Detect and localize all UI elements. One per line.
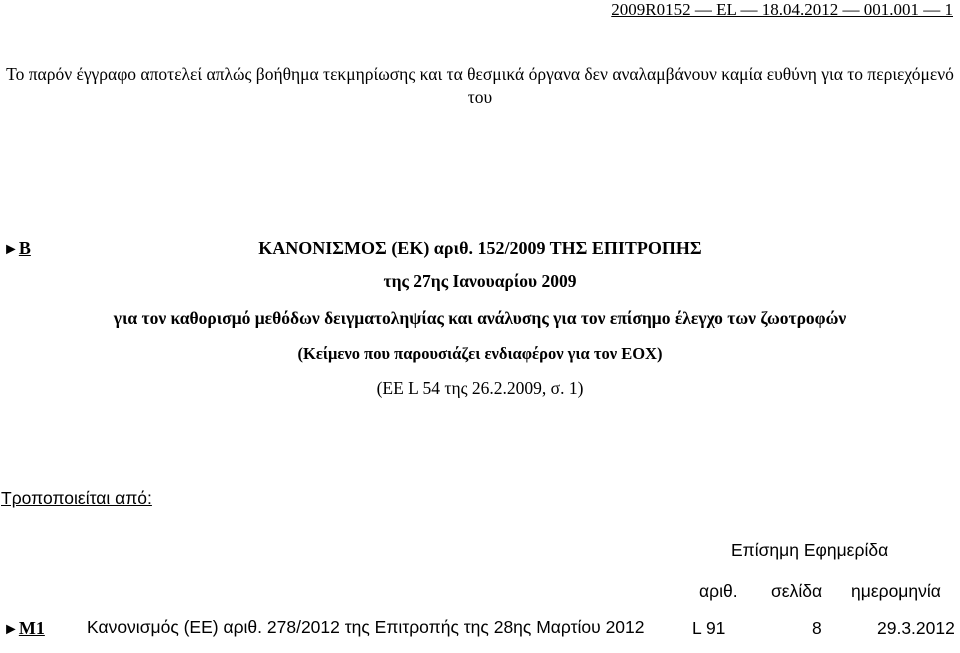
official-journal-reference: (ΕΕ L 54 της 26.2.2009, σ. 1) bbox=[376, 378, 584, 398]
amendment-oj-date: 29.3.2012 bbox=[877, 618, 955, 638]
disclaimer-text: Το παρόν έγγραφο αποτελεί απλώς βοήθημα τεκμηρίωσης και τα θεσμικά όργανα δεν αναλαμβάνουν καμία ευθύνη για το περιεχόμενό του bbox=[6, 64, 954, 107]
eea-relevance-note: (Κείμενο που παρουσιάζει ενδιαφέρον για τον ΕΟΧ) bbox=[297, 344, 663, 363]
amended-by-heading: Τροποποιείται από: bbox=[1, 488, 152, 508]
triangle-right-icon: ► bbox=[3, 621, 19, 638]
official-journal-column-heading: Επίσημη Εφημερίδα bbox=[731, 540, 889, 560]
regulation-title: ΚΑΝΟΝΙΣΜΟΣ (ΕΚ) αριθ. 152/2009 ΤΗΣ ΕΠΙΤΡΟΠΗΣ bbox=[258, 238, 702, 258]
amendment-description: Κανονισμός (ΕΕ) αριθ. 278/2012 της Επιτροπής της 28ης Μαρτίου 2012 bbox=[87, 617, 645, 637]
basic-act-marker-code: B bbox=[18, 238, 31, 258]
regulation-date: της 27ης Ιανουαρίου 2009 bbox=[383, 271, 577, 291]
column-header-number: αριθ. bbox=[699, 581, 738, 601]
amendment-marker-m1[interactable] bbox=[3, 617, 45, 641]
triangle-right-icon: ► bbox=[3, 241, 19, 258]
column-header-date: ημερομηνία bbox=[851, 581, 941, 601]
amendment-oj-page: 8 bbox=[812, 618, 822, 638]
document-reference-header: 2009R0152 — EL — 18.04.2012 — 001.001 — 1 bbox=[611, 0, 953, 19]
amendment-oj-number: L 91 bbox=[692, 618, 726, 638]
regulation-subject: για τον καθορισμό μεθόδων δειγματοληψίας και ανάλυσης για τον επίσημο έλεγχο των ζωοτροφών bbox=[113, 308, 847, 328]
amendment-marker-code: M1 bbox=[18, 618, 45, 638]
column-header-page: σελίδα bbox=[771, 581, 823, 601]
